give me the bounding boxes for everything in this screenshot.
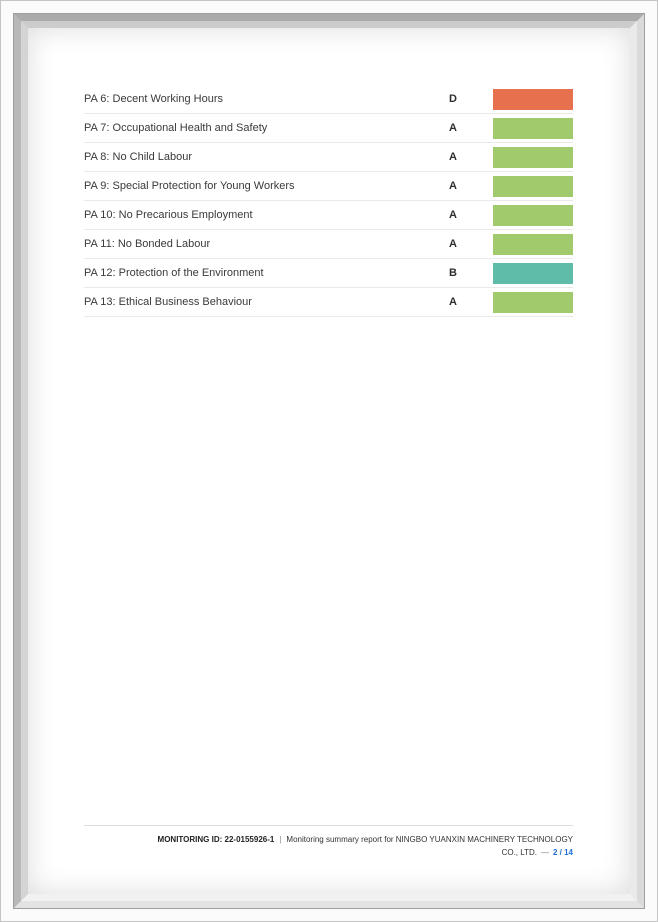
pa-rating-grade: A [449, 209, 457, 221]
pa-rating-bar [493, 292, 573, 313]
frame-bevel-outer [14, 14, 644, 908]
table-row [84, 259, 573, 288]
pa-label: PA 8: No Child Labour [84, 151, 193, 163]
footer-report-text: Monitoring summary report for NINGBO YUANXIN MACHINERY TECHNOLOGY [286, 835, 573, 844]
monitoring-id: MONITORING ID: 22-0155926-1 [157, 835, 275, 844]
pa-rating-bar [493, 234, 573, 255]
frame-bevel-inner [21, 21, 637, 901]
pa-label: PA 13: Ethical Business Behaviour [84, 296, 252, 308]
performance-areas-table [84, 85, 573, 317]
pa-rating-grade: A [449, 296, 457, 308]
pa-rating-grade: A [449, 122, 457, 134]
pa-rating-bar [493, 205, 573, 226]
pa-rating-bar [493, 89, 573, 110]
footer-separator: | [279, 835, 282, 844]
pa-label: PA 7: Occupational Health and Safety [84, 122, 268, 134]
report-page [28, 28, 630, 894]
pa-label: PA 12: Protection of the Environment [84, 267, 264, 279]
pa-rating-grade: D [449, 93, 457, 105]
pa-rating-grade: A [449, 151, 457, 163]
footer-company-suffix: CO., LTD. [501, 848, 537, 857]
table-row [84, 85, 573, 114]
pa-rating-grade: B [449, 267, 457, 279]
pa-label: PA 9: Special Protection for Young Workers [84, 180, 295, 192]
footer-line-2 [84, 846, 573, 859]
pa-rating-bar [493, 176, 573, 197]
pa-rating-grade: A [449, 238, 457, 250]
table-row [84, 172, 573, 201]
table-row [84, 114, 573, 143]
footer-line-1 [84, 833, 573, 846]
table-row [84, 143, 573, 172]
pa-rating-bar [493, 147, 573, 168]
pa-label: PA 6: Decent Working Hours [84, 93, 223, 105]
pa-rating-bar [493, 118, 573, 139]
pa-label: PA 11: No Bonded Labour [84, 238, 211, 250]
pa-label: PA 10: No Precarious Employment [84, 209, 253, 221]
pa-rating-bar [493, 263, 573, 284]
footer-dash: — [540, 848, 549, 857]
table-row [84, 201, 573, 230]
pa-rating-grade: A [449, 180, 457, 192]
page-indicator: 2 / 14 [552, 848, 573, 857]
page-footer [84, 825, 573, 859]
table-row [84, 288, 573, 317]
table-row [84, 230, 573, 259]
